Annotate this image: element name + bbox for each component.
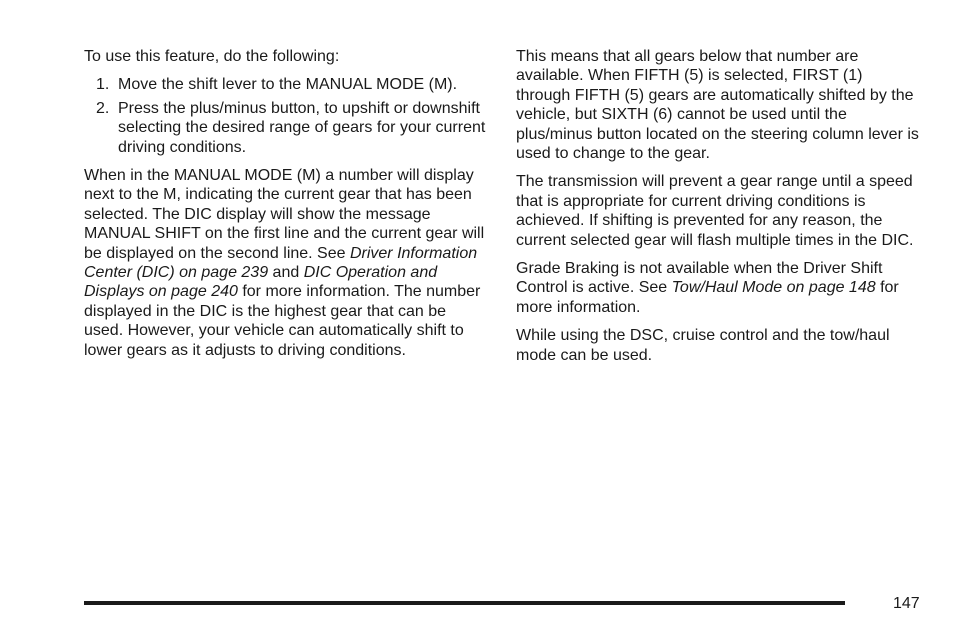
left-column — [84, 47, 488, 369]
dsc-paragraph: While using the DSC, cruise control and the tow/haul mode can be used. — [516, 327, 890, 364]
page-number: 147 — [893, 595, 920, 612]
dic-reference-link[interactable]: Driver Information Center (DIC) on page 239 — [84, 244, 478, 282]
grade-braking-paragraph — [516, 259, 920, 317]
paragraph-text: When in the MANUAL MODE (M) a number will display next to the M, indicating the current gear that has been selected. The DIC display will show the message MANUAL SHIFT on the first line and the current gear will be displayed on the second line. See — [84, 167, 485, 262]
gears-paragraph: This means that all gears below that number are available. When FIFTH (5) is selected, FIRST (1) through FIFTH (5) gears are automatically shifted by the vehicle, but SIXTH (6) cannot be used until the plus/minus button located on the steering column lever is used to change to the gear. — [516, 48, 919, 163]
paragraph-text: for more information. — [516, 279, 899, 316]
right-column — [516, 47, 920, 374]
step-text: Press the plus/minus button, to upshift or downshift selecting the desired range of gears for your current driving conditions. — [118, 99, 486, 156]
step-text: Move the shift lever to the MANUAL MODE (M). — [118, 76, 458, 94]
paragraph-text: for more information. The number displayed in the DIC is the highest gear that can be used. However, your vehicle can automatically shift to lower gears as it adjusts to driving conditions. — [84, 283, 481, 359]
dic-operation-reference-link[interactable]: DIC Operation and Displays on page 240 — [84, 264, 438, 301]
steps-list — [84, 75, 488, 157]
list-item — [84, 99, 488, 157]
paragraph-text: Grade Braking is not available when the Driver Shift Control is active. See — [516, 260, 883, 297]
intro-text: To use this feature, do the following: — [84, 48, 340, 65]
transmission-paragraph: The transmission will prevent a gear range until a speed that is appropriate for current driving conditions is achieved. If shifting is prevented for any reason, the current selected gear will flash multiple times in the DIC. — [516, 173, 914, 249]
step-number: 2. — [96, 99, 110, 117]
footer-rule — [84, 601, 845, 605]
list-item — [84, 75, 488, 94]
paragraph-text: and — [268, 264, 304, 282]
manual-mode-paragraph — [84, 166, 488, 360]
tow-haul-reference-link[interactable]: Tow/Haul Mode on page 148 — [671, 279, 876, 297]
step-number: 1. — [96, 76, 110, 94]
